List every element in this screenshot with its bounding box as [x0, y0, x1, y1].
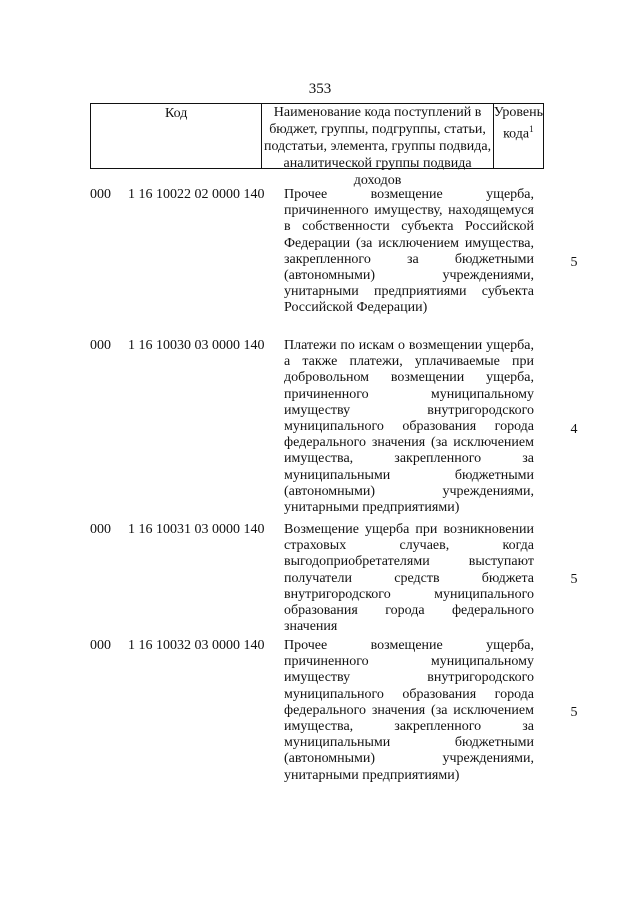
row-level: 4	[570, 422, 578, 437]
header-name: Наименование кода поступлений в бюджет, группы, подгруппы, статьи, подстатьи, элемента, группы подвида, аналитической группы подвида доходов	[262, 104, 493, 168]
row-code: 1 16 10030 03 0000 140	[128, 338, 265, 353]
row-admin-code: 000	[90, 187, 111, 202]
row-code: 1 16 10022 02 0000 140	[128, 187, 265, 202]
row-code: 1 16 10031 03 0000 140	[128, 522, 265, 537]
row-level: 5	[570, 705, 578, 720]
row-code: 1 16 10032 03 0000 140	[128, 638, 265, 653]
header-level-label: Уровень кода	[493, 105, 543, 142]
header-level-footnote: 1	[529, 124, 534, 134]
page-number: 353	[308, 81, 332, 97]
row-admin-code: 000	[90, 522, 111, 537]
header-level	[494, 104, 543, 168]
row-description: Прочее возмещение ущерба, причиненного имуществу, находящемуся в собственности субъекта Российской Федерации (за исключением имущества, закрепленного за бюджетными (автономными) учреждениями, унитарными предприятиями субъекта Российской Федерации)	[284, 187, 534, 316]
row-level: 5	[570, 255, 578, 270]
row-admin-code: 000	[90, 338, 111, 353]
row-description: Платежи по искам о возмещении ущерба, а также платежи, уплачиваемые при добровольном возмещении ущерба, причиненного муниципальному имуществу внутригородского муниципального образования города федерального значения (за исключением имущества, закрепленного за муниципальными бюджетными (автономными) учреждениями, унитарными предприятиями)	[284, 338, 534, 516]
row-description: Прочее возмещение ущерба, причиненного муниципальному имуществу внутригородского муниципального образования города федерального значения (за исключением имущества, закрепленного за муниципальными бюджетными (автономными) учреждениями, унитарными предприятиями)	[284, 638, 534, 783]
row-description: Возмещение ущерба при возникновении страховых случаев, когда выгодоприобретателями выступают получатели средств бюджета внутригородского муниципального образования города федерального значения	[284, 522, 534, 635]
row-level: 5	[570, 572, 578, 587]
table-header	[90, 103, 544, 188]
header-code: Код	[91, 104, 262, 168]
row-admin-code: 000	[90, 638, 111, 653]
